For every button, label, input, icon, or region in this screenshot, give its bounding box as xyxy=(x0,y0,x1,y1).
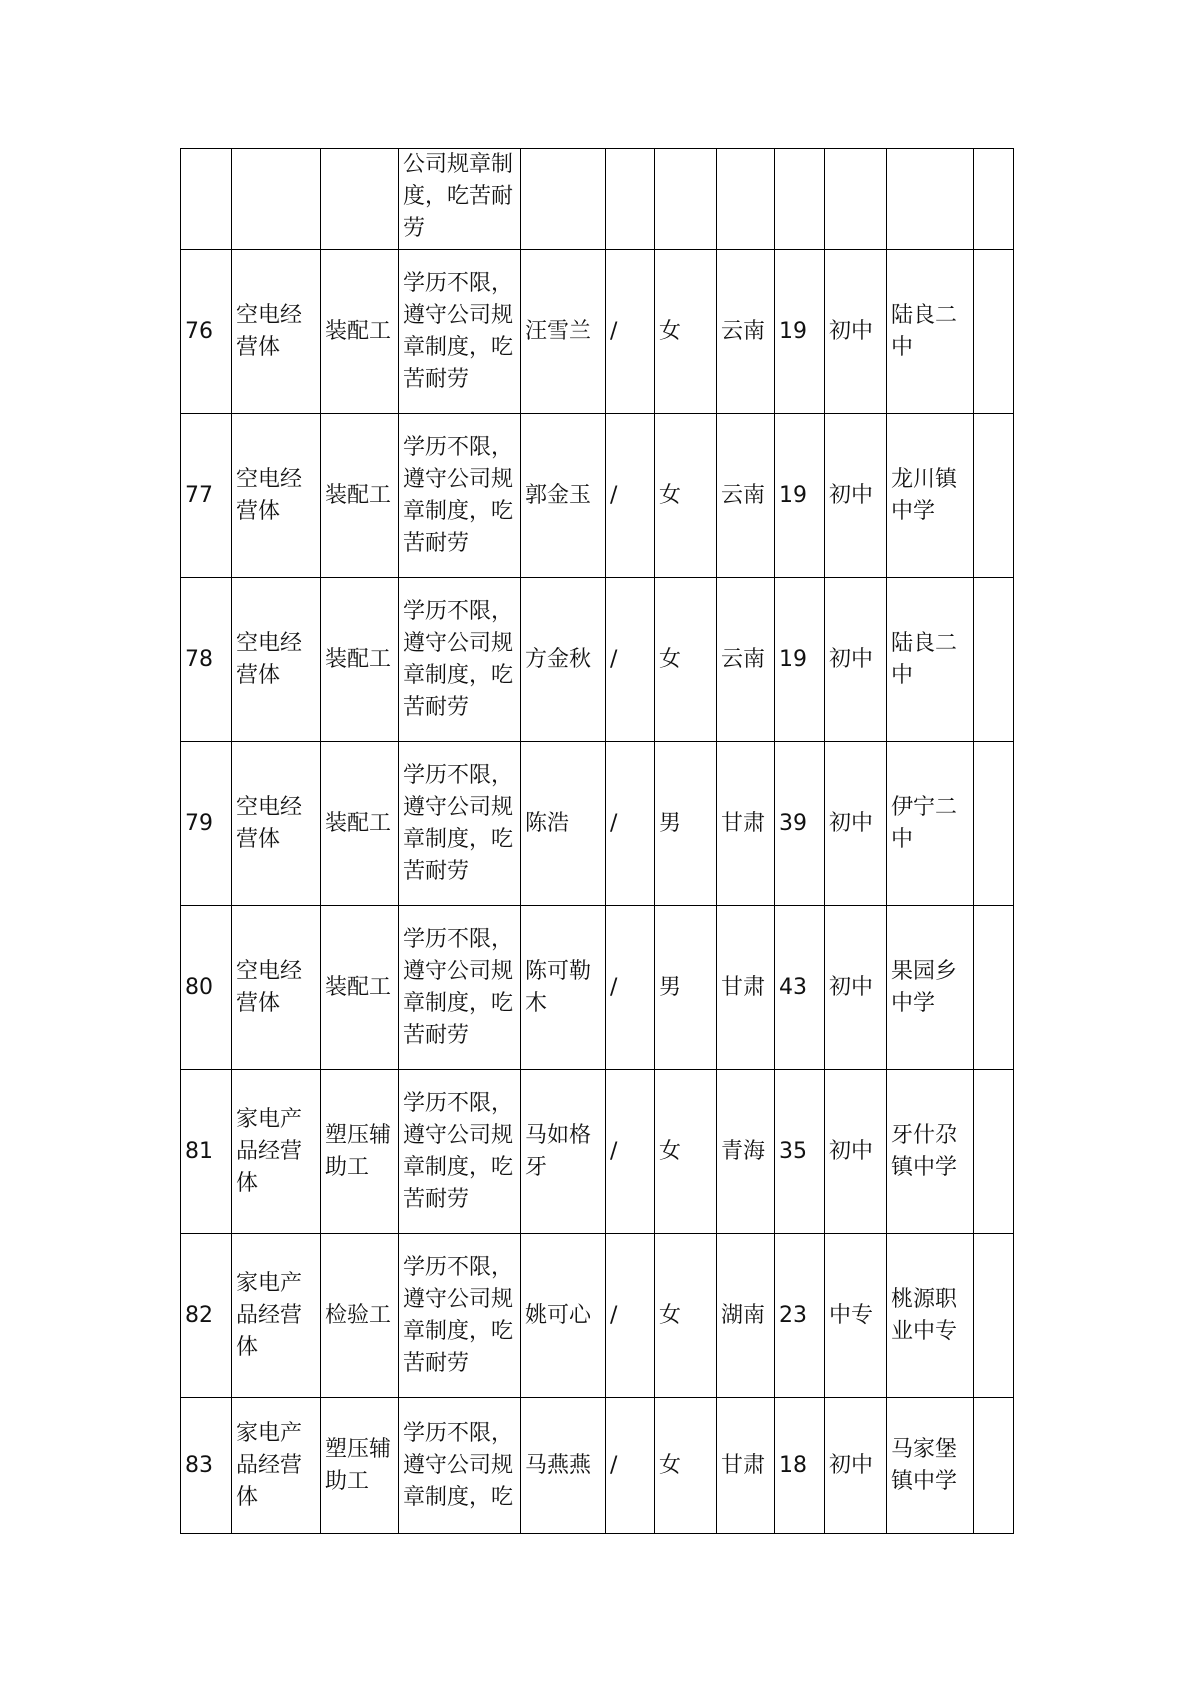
cell-name: 方金秋 xyxy=(521,578,606,742)
cell-unit xyxy=(232,149,321,250)
cell-extra xyxy=(974,414,1014,578)
cell-education: 初中 xyxy=(825,414,887,578)
cell-extra xyxy=(974,1070,1014,1234)
cell-education: 初中 xyxy=(825,1070,887,1234)
cell-name: 马如格牙 xyxy=(521,1070,606,1234)
cell-age: 19 xyxy=(775,414,825,578)
cell-requirement: 学历不限，遵守公司规章制度，吃 xyxy=(399,1398,521,1534)
cell-school: 果园乡中学 xyxy=(887,906,974,1070)
cell-requirement: 学历不限，遵守公司规章制度，吃苦耐劳 xyxy=(399,906,521,1070)
cell-education xyxy=(825,149,887,250)
cell-no: 78 xyxy=(181,578,232,742)
cell-gender: 女 xyxy=(655,414,717,578)
table-row xyxy=(181,1234,1014,1398)
cell-requirement: 学历不限，遵守公司规章制度，吃苦耐劳 xyxy=(399,1070,521,1234)
cell-no xyxy=(181,149,232,250)
cell-no: 76 xyxy=(181,250,232,414)
cell-school: 陆良二中 xyxy=(887,250,974,414)
cell-no: 80 xyxy=(181,906,232,1070)
cell-name: 郭金玉 xyxy=(521,414,606,578)
cell-age: 39 xyxy=(775,742,825,906)
cell-age: 35 xyxy=(775,1070,825,1234)
table-row xyxy=(181,1398,1014,1534)
cell-age xyxy=(775,149,825,250)
cell-extra xyxy=(974,1398,1014,1534)
cell-origin: 甘肃 xyxy=(717,906,775,1070)
table-row xyxy=(181,906,1014,1070)
cell-name: 姚可心 xyxy=(521,1234,606,1398)
cell-extra xyxy=(974,906,1014,1070)
cell-no: 77 xyxy=(181,414,232,578)
cell-requirement: 学历不限，遵守公司规章制度，吃苦耐劳 xyxy=(399,1234,521,1398)
cell-education: 初中 xyxy=(825,742,887,906)
recruitment-table xyxy=(180,148,1014,1534)
cell-origin: 青海 xyxy=(717,1070,775,1234)
table-row xyxy=(181,250,1014,414)
cell-education: 初中 xyxy=(825,250,887,414)
cell-age: 43 xyxy=(775,906,825,1070)
cell-name: 汪雪兰 xyxy=(521,250,606,414)
cell-no: 79 xyxy=(181,742,232,906)
cell-origin: 甘肃 xyxy=(717,742,775,906)
cell-slash: / xyxy=(606,906,655,1070)
cell-unit: 家电产品经营体 xyxy=(232,1234,321,1398)
cell-no: 82 xyxy=(181,1234,232,1398)
cell-job: 装配工 xyxy=(321,250,399,414)
cell-job: 检验工 xyxy=(321,1234,399,1398)
cell-name: 陈浩 xyxy=(521,742,606,906)
cell-school: 桃源职业中专 xyxy=(887,1234,974,1398)
cell-requirement: 学历不限，遵守公司规章制度，吃苦耐劳 xyxy=(399,742,521,906)
cell-job: 塑压辅助工 xyxy=(321,1398,399,1534)
cell-unit: 家电产品经营体 xyxy=(232,1070,321,1234)
cell-slash: / xyxy=(606,578,655,742)
cell-unit: 空电经营体 xyxy=(232,742,321,906)
table-row xyxy=(181,742,1014,906)
cell-age: 19 xyxy=(775,578,825,742)
cell-gender: 女 xyxy=(655,1234,717,1398)
table-row xyxy=(181,149,1014,250)
cell-job: 装配工 xyxy=(321,414,399,578)
cell-education: 初中 xyxy=(825,1398,887,1534)
cell-job: 装配工 xyxy=(321,742,399,906)
cell-requirement: 学历不限，遵守公司规章制度，吃苦耐劳 xyxy=(399,578,521,742)
cell-school: 伊宁二中 xyxy=(887,742,974,906)
cell-slash: / xyxy=(606,1398,655,1534)
cell-gender xyxy=(655,149,717,250)
cell-unit: 家电产品经营体 xyxy=(232,1398,321,1534)
cell-education: 初中 xyxy=(825,906,887,1070)
cell-job: 装配工 xyxy=(321,906,399,1070)
cell-unit: 空电经营体 xyxy=(232,906,321,1070)
cell-gender: 女 xyxy=(655,250,717,414)
cell-origin: 湖南 xyxy=(717,1234,775,1398)
cell-extra xyxy=(974,149,1014,250)
cell-requirement: 学历不限，遵守公司规章制度，吃苦耐劳 xyxy=(399,250,521,414)
cell-education: 初中 xyxy=(825,578,887,742)
cell-origin: 云南 xyxy=(717,250,775,414)
cell-extra xyxy=(974,250,1014,414)
cell-requirement: 公司规章制度，吃苦耐劳 xyxy=(399,149,521,250)
cell-unit: 空电经营体 xyxy=(232,578,321,742)
cell-school: 龙川镇中学 xyxy=(887,414,974,578)
cell-school: 马家堡镇中学 xyxy=(887,1398,974,1534)
cell-slash: / xyxy=(606,742,655,906)
cell-unit: 空电经营体 xyxy=(232,250,321,414)
cell-slash xyxy=(606,149,655,250)
cell-origin: 云南 xyxy=(717,414,775,578)
cell-gender: 男 xyxy=(655,906,717,1070)
cell-slash: / xyxy=(606,1234,655,1398)
cell-school: 牙什尕镇中学 xyxy=(887,1070,974,1234)
cell-name: 马燕燕 xyxy=(521,1398,606,1534)
cell-slash: / xyxy=(606,414,655,578)
cell-job: 装配工 xyxy=(321,578,399,742)
cell-gender: 女 xyxy=(655,578,717,742)
table-row xyxy=(181,1070,1014,1234)
cell-job xyxy=(321,149,399,250)
cell-origin: 甘肃 xyxy=(717,1398,775,1534)
cell-gender: 女 xyxy=(655,1398,717,1534)
cell-unit: 空电经营体 xyxy=(232,414,321,578)
cell-origin xyxy=(717,149,775,250)
cell-job: 塑压辅助工 xyxy=(321,1070,399,1234)
cell-no: 83 xyxy=(181,1398,232,1534)
table-row xyxy=(181,578,1014,742)
cell-school xyxy=(887,149,974,250)
cell-extra xyxy=(974,742,1014,906)
cell-name: 陈可勒木 xyxy=(521,906,606,1070)
cell-origin: 云南 xyxy=(717,578,775,742)
cell-age: 23 xyxy=(775,1234,825,1398)
cell-education: 中专 xyxy=(825,1234,887,1398)
cell-slash: / xyxy=(606,250,655,414)
cell-name xyxy=(521,149,606,250)
cell-no: 81 xyxy=(181,1070,232,1234)
cell-extra xyxy=(974,1234,1014,1398)
cell-age: 19 xyxy=(775,250,825,414)
cell-slash: / xyxy=(606,1070,655,1234)
cell-extra xyxy=(974,578,1014,742)
cell-gender: 男 xyxy=(655,742,717,906)
cell-school: 陆良二中 xyxy=(887,578,974,742)
table-row xyxy=(181,414,1014,578)
cell-age: 18 xyxy=(775,1398,825,1534)
cell-gender: 女 xyxy=(655,1070,717,1234)
cell-requirement: 学历不限，遵守公司规章制度，吃苦耐劳 xyxy=(399,414,521,578)
